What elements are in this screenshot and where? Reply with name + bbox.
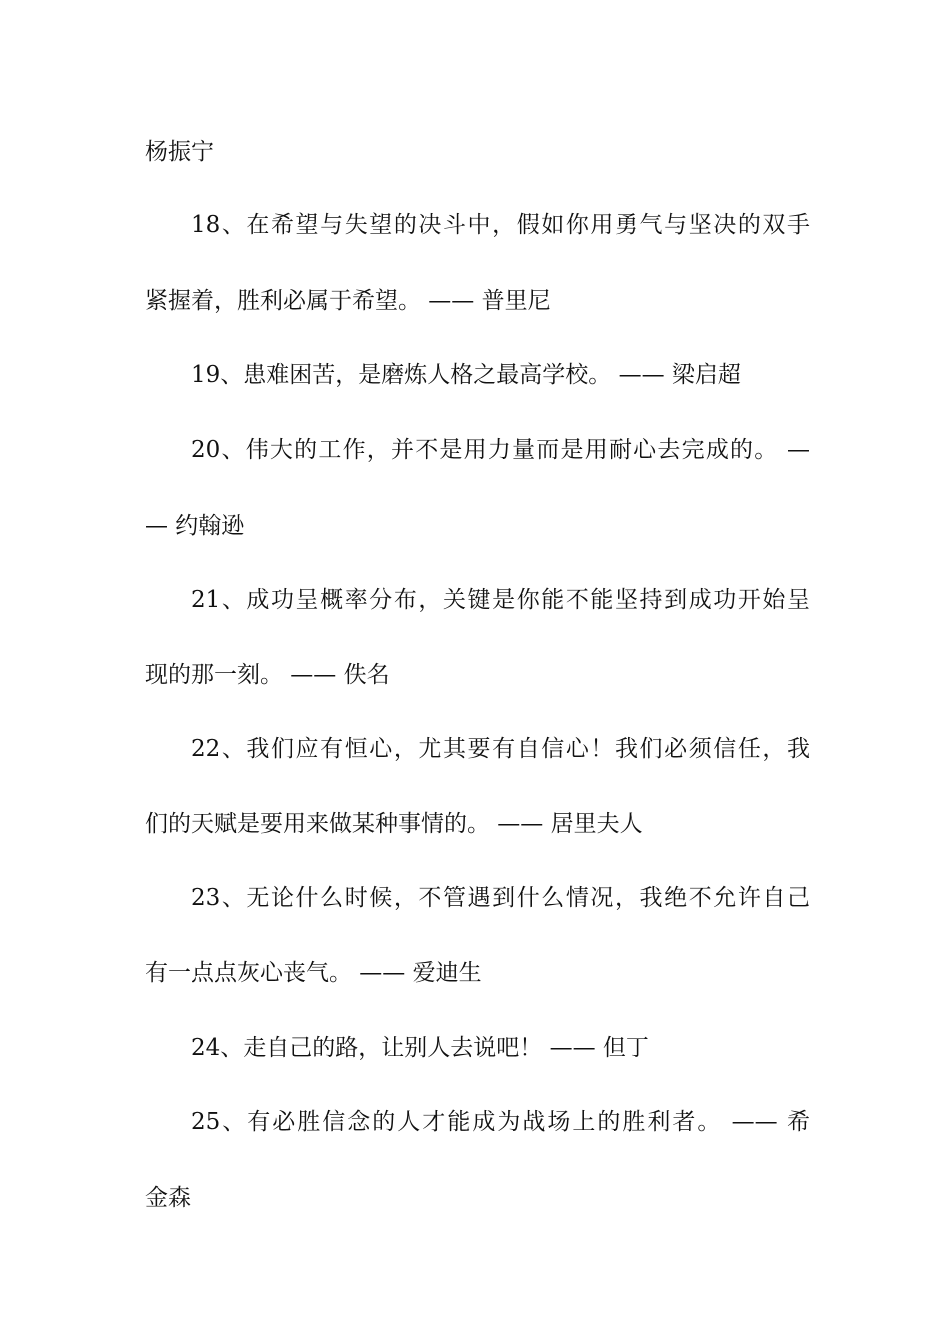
- quote-24-line-1: 24、走自己的路，让别人去说吧！ —— 但丁: [191, 1035, 649, 1061]
- quote-attribution-line: 杨振宁: [145, 139, 214, 165]
- quote-21-line-2: 现的那一刻。 —— 佚名: [145, 662, 390, 688]
- quote-22-line-1: 22、我们应有恒心，尤其要有自信心！我们必须信任，我: [191, 736, 810, 762]
- quote-25-line-2: 金森: [145, 1185, 191, 1211]
- quote-21-line-1: 21、成功呈概率分布，关键是你能不能坚持到成功开始呈: [191, 587, 810, 613]
- quote-22-line-2: 们的天赋是要用来做某种事情的。 —— 居里夫人: [145, 811, 643, 837]
- quote-20-line-1: 20、伟大的工作，并不是用力量而是用耐心去完成的。 —: [191, 437, 810, 463]
- quote-23-line-2: 有一点点灰心丧气。 —— 爱迪生: [145, 960, 482, 986]
- quote-25-line-1: 25、有必胜信念的人才能成为战场上的胜利者。 —— 希: [191, 1109, 810, 1135]
- quote-19-line-1: 19、患难困苦，是磨炼人格之最高学校。 —— 梁启超: [191, 362, 741, 388]
- quote-23-line-1: 23、无论什么时候，不管遇到什么情况，我绝不允许自己: [191, 885, 810, 911]
- quote-18-line-2: 紧握着，胜利必属于希望。 —— 普里尼: [145, 288, 551, 314]
- quote-18-line-1: 18、在希望与失望的决斗中，假如你用勇气与坚决的双手: [191, 212, 810, 238]
- quote-20-line-2: — 约翰逊: [145, 513, 245, 539]
